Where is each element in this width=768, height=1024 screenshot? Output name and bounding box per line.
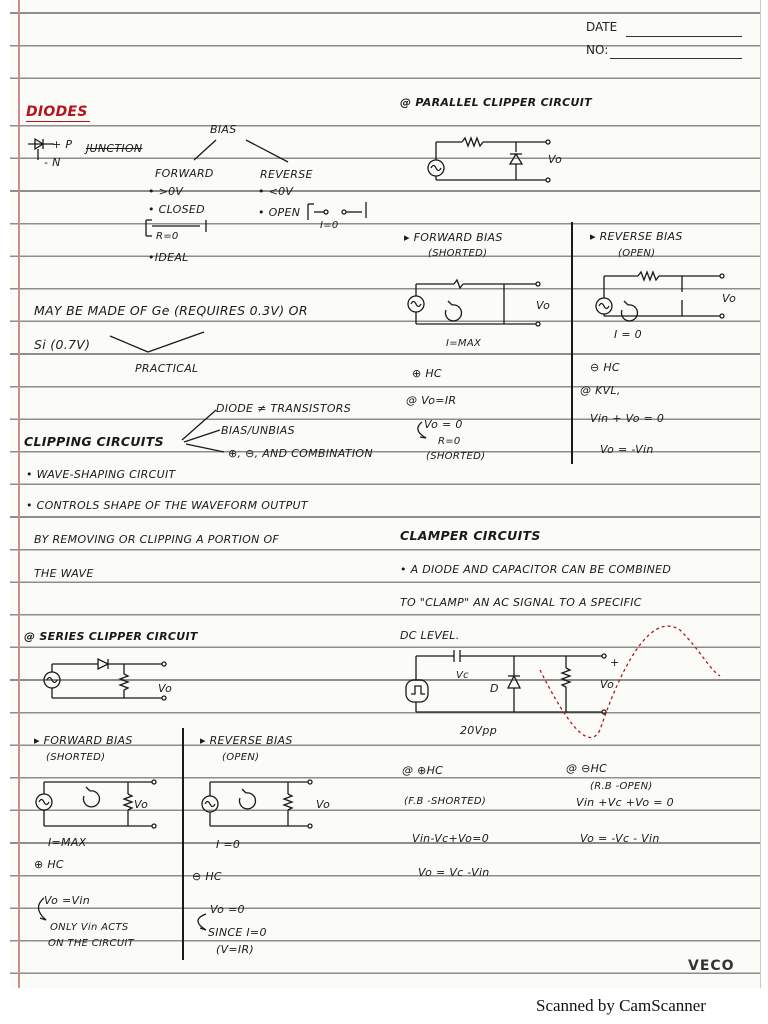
pn-p: + P [52, 138, 73, 151]
series-clipper-title: @ SERIES CLIPPER CIRCUIT [24, 630, 198, 643]
parallel-pos-eq: @ Vo=IR [406, 394, 457, 407]
series-pos-hc: ⊕ HC [34, 858, 64, 871]
clip-branch-3: ⊕, ⊖, AND COMBINATION [228, 447, 373, 460]
clamper-line-3: DC LEVEL. [400, 629, 460, 642]
clamper-d: D [490, 682, 499, 695]
bias-label: BIAS [210, 123, 237, 136]
clamper-vc: Vc [456, 670, 469, 681]
series-neg-vir: (V=IR) [216, 943, 255, 956]
parallel-rev-vo: Vo [722, 292, 737, 305]
date-no-block [586, 20, 617, 57]
clip-branch-lines [180, 406, 224, 456]
clamper-vo: Vo [600, 678, 615, 691]
parallel-fwd-vo: Vo [536, 299, 551, 312]
diodes-title-underline [26, 121, 90, 122]
parallel-fwd-i: I=MAX [446, 338, 482, 349]
clamp-neg-eq-1: Vin +Vc +Vo = 0 [576, 796, 674, 809]
clamper-vpp: 20Vpp [460, 724, 497, 737]
pn-n: - N [44, 156, 61, 169]
clamp-neg-sub: (R.B -OPEN) [590, 781, 653, 792]
series-clipper-circuit [40, 656, 180, 706]
series-rev-circuit [196, 778, 326, 834]
series-fwd-i: I=MAX [48, 836, 87, 849]
material-line-2: Si (0.7V) [34, 337, 91, 352]
clamp-pos-hc: @ ⊕HC [402, 764, 444, 777]
series-rev-sub: (OPEN) [222, 752, 260, 763]
clamper-plus: + [610, 656, 620, 669]
camscanner-footer: Scanned by CamScanner [536, 996, 706, 1015]
wave-shaping: • WAVE-SHAPING CIRCUIT [26, 468, 176, 481]
series-pos-hc-eq: Vo =Vin [44, 894, 90, 907]
date-label: DATE [586, 20, 618, 34]
series-pos-note-2: ON THE CIRCUIT [48, 938, 135, 949]
parallel-pos-r0: R=0 [438, 436, 461, 447]
series-column-divider [182, 728, 184, 960]
parallel-fwd-title: ▸ FORWARD BIAS [404, 231, 503, 244]
series-rev-title: ▸ REVERSE BIAS [200, 734, 293, 747]
kvl-eq-2: Vo = -Vin [600, 443, 654, 456]
clamp-neg-eq-2: Vo = -Vc - Vin [580, 832, 660, 845]
signature-veco: VECO [688, 958, 735, 974]
kvl-label: @ KVL, [580, 384, 621, 397]
practical-label: PRACTICAL [135, 362, 199, 375]
series-neg-hc-eq: Vo =0 [210, 903, 245, 916]
clip-branch-1: DIODE ≠ TRANSISTORS [216, 402, 352, 415]
date-underline [626, 36, 742, 37]
clamp-neg-hc: @ ⊖HC [566, 762, 608, 775]
parallel-rev-i: I = 0 [614, 328, 642, 341]
fwd-r0: R=0 [156, 231, 179, 242]
junction-label: JUNCTION [86, 142, 143, 155]
series-fwd-circuit [30, 778, 170, 834]
clamper-line-2: TO "CLAMP" AN AC SIGNAL TO A SPECIFIC [400, 596, 642, 609]
parallel-neg-hc: ⊖ HC [590, 361, 620, 374]
parallel-pos-vo0: Vo = 0 [424, 418, 463, 431]
material-line-1: MAY BE MADE OF Ge (REQUIRES 0.3V) OR [34, 303, 308, 318]
series-fwd-sub: (SHORTED) [46, 752, 106, 763]
parallel-vo: Vo [548, 153, 563, 166]
controls-line-3: THE WAVE [34, 567, 94, 580]
rev-item-1: • <0V [258, 185, 294, 198]
parallel-clipper-title: @ PARALLEL CLIPPER CIRCUIT [400, 96, 592, 109]
parallel-clipper-circuit [424, 132, 564, 188]
parallel-pos-hc: ⊕ HC [412, 367, 442, 380]
parallel-pos-shorted: (SHORTED) [426, 451, 486, 462]
kvl-eq-1: Vin + Vo = 0 [590, 412, 665, 425]
pos-hc-arrow [32, 896, 48, 926]
parallel-rev-circuit [592, 266, 742, 326]
controls-line-1: • CONTROLS SHAPE OF THE WAVEFORM OUTPUT [26, 499, 308, 512]
forward-label: FORWARD [155, 167, 214, 180]
parallel-rev-sub: (OPEN) [618, 248, 656, 259]
parallel-rev-title: ▸ REVERSE BIAS [590, 230, 683, 243]
clamper-line-1: • A DIODE AND CAPACITOR CAN BE COMBINED [400, 563, 672, 576]
no-label: NO: [586, 43, 609, 57]
reverse-label: REVERSE [260, 168, 313, 181]
margin-line [18, 0, 20, 993]
clamp-pos-sub: (F.B -SHORTED) [404, 796, 487, 807]
parallel-column-divider [571, 222, 573, 464]
open-switch-icon [306, 200, 372, 226]
practical-arrow [108, 330, 208, 358]
bias-branches [190, 136, 300, 166]
controls-line-2: BY REMOVING OR CLIPPING A PORTION OF [34, 533, 280, 546]
clamp-pos-eq-2: Vo = Vc -Vin [418, 866, 490, 879]
rev-item-2: • OPEN [258, 206, 301, 219]
series-fwd-vo: Vo [134, 798, 149, 811]
series-neg-since: SINCE I=0 [208, 926, 267, 939]
clamper-title: CLAMPER CIRCUITS [400, 528, 541, 543]
series-rev-vo: Vo [316, 798, 331, 811]
series-vo: Vo [158, 682, 173, 695]
fwd-ideal: •IDEAL [148, 251, 189, 264]
pos-arrow [412, 420, 432, 444]
rev-i0: I=0 [320, 220, 339, 231]
series-rev-i: I =0 [216, 838, 241, 851]
parallel-fwd-sub: (SHORTED) [428, 248, 488, 259]
neg-hc-arrow [190, 912, 210, 936]
series-neg-hc: ⊖ HC [192, 870, 222, 883]
fwd-item-1: • >0V [148, 185, 184, 198]
fwd-item-2: • CLOSED [148, 203, 205, 216]
diodes-title: DIODES [26, 104, 88, 120]
clamper-waveform-sketch [530, 610, 730, 750]
no-underline [610, 58, 742, 59]
clamp-pos-eq-1: Vin-Vc+Vo=0 [412, 832, 489, 845]
series-fwd-title: ▸ FORWARD BIAS [34, 734, 133, 747]
clip-branch-2: BIAS/UNBIAS [221, 424, 295, 437]
series-pos-note-1: ONLY Vin ACTS [50, 922, 129, 933]
clipping-title: CLIPPING CIRCUITS [24, 434, 164, 449]
